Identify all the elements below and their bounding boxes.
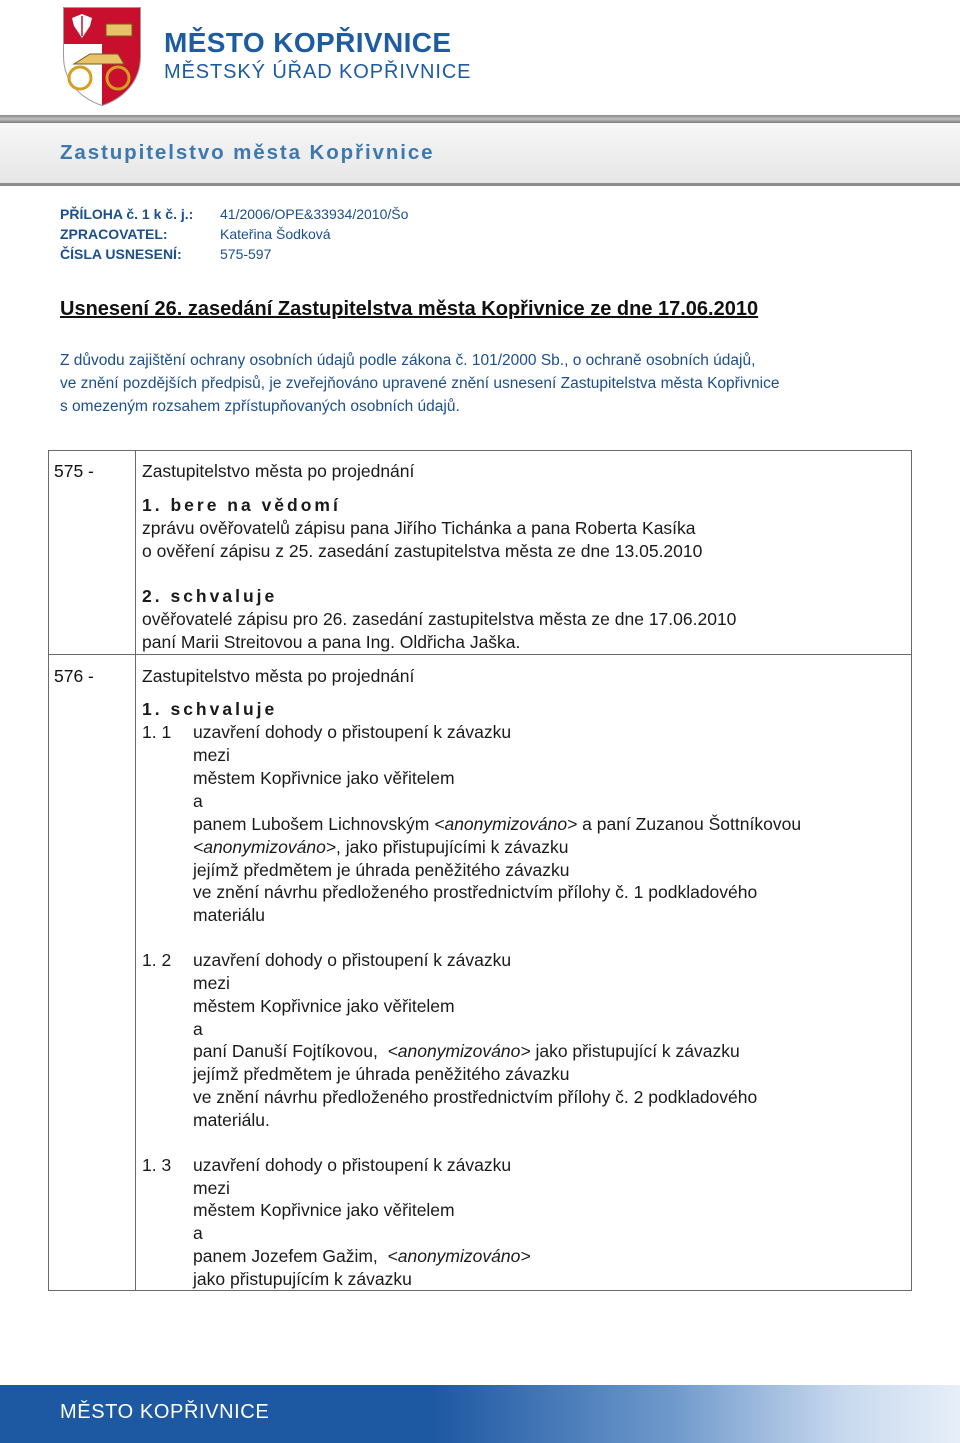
party-name: panem Jozefem Gažim, (193, 1246, 378, 1266)
resolution-text: uzavření dohody o přistoupení k závazku (193, 950, 512, 970)
anonymized-tag: <anonymizováno> (387, 1041, 531, 1061)
resolution-text: jejímž předmětem je úhrada peněžitého závazku (193, 1064, 570, 1084)
meta-value-author: Kateřina Šodková (220, 226, 331, 242)
resolution-text: materiálu (193, 905, 265, 925)
resolution-text: jejímž předmětem je úhrada peněžitého závazku (193, 860, 570, 880)
table-column-divider (135, 450, 136, 1291)
party-role: , jako přistupujícími k závazku (336, 837, 569, 857)
resolution-text: ve znění návrhu předloženého prostřednictvím přílohy č. 2 podkladového (193, 1087, 758, 1107)
notice-line: s omezeným rozsahem zpřístupňovaných osobních údajů. (60, 398, 460, 415)
party-name: panem Lubošem Lichnovským (193, 814, 430, 834)
notice-line: ve znění pozdějších předpisů, je zveřejňováno upravené znění usnesení Zastupitelstva města Kopřivnice (60, 375, 780, 392)
party-name: paní Danuší Fojtíkovou, (193, 1041, 378, 1061)
meta-value-attachment: 41/2006/OPE&33934/2010/Šo (220, 206, 409, 222)
resolution-text: materiálu. (193, 1110, 270, 1130)
sub-item-number: 1. 3 (142, 1155, 172, 1175)
resolution-number-576: 576 - (54, 666, 94, 686)
anonymized-tag: <anonymizováno> (193, 837, 337, 857)
resolution-text: ve znění návrhu předloženého prostřednictvím přílohy č. 1 podkladového (193, 882, 758, 902)
city-name: MĚSTO KOPŘIVNICE (164, 27, 452, 58)
resolution-text: uzavření dohody o přistoupení k závazku (193, 1155, 512, 1175)
resolution-text: a (193, 791, 203, 811)
sub-item-number: 1. 1 (142, 722, 172, 742)
office-name: MĚSTSKÝ ÚŘAD KOPŘIVNICE (164, 61, 472, 83)
anonymized-tag: <anonymizováno> (387, 1246, 531, 1266)
city-coat-of-arms-logo (60, 4, 144, 108)
meta-value-resolution-numbers: 575-597 (220, 246, 272, 262)
resolution-intro: Zastupitelstvo města po projednání (142, 461, 415, 481)
resolution-text (193, 814, 801, 835)
resolution-text: o ověření zápisu z 25. zasedání zastupitelstva města ze dne 13.05.2010 (142, 541, 703, 561)
council-title: Zastupitelstvo města Kopřivnice (60, 141, 435, 164)
header-divider (0, 115, 960, 123)
party-name: a paní Zuzanou Šottníkovou (582, 814, 802, 834)
sub-item-number: 1. 2 (142, 950, 172, 970)
resolution-text (193, 837, 568, 858)
resolution-text: uzavření dohody o přistoupení k závazku (193, 722, 512, 742)
resolution-intro: Zastupitelstvo města po projednání (142, 666, 415, 686)
footer-city-name: MĚSTO KOPŘIVNICE (60, 1401, 270, 1423)
meta-label-author: ZPRACOVATEL: (60, 226, 168, 242)
table-row-divider (48, 654, 912, 655)
resolution-text: mezi (193, 745, 230, 765)
anonymized-tag: <anonymizováno> (434, 814, 578, 834)
resolution-text: zprávu ověřovatelů zápisu pana Jiřího Tichánka a pana Roberta Kasíka (142, 518, 696, 538)
resolution-text (193, 1041, 740, 1062)
resolution-text: mezi (193, 973, 230, 993)
resolution-title: Usnesení 26. zasedání Zastupitelstva města Kopřivnice ze dne 17.06.2010 (60, 298, 759, 320)
resolution-text: jako přistupujícím k závazku (193, 1269, 412, 1289)
resolution-text: a (193, 1019, 203, 1039)
resolution-point-heading: 1. bere na vědomí (142, 495, 341, 515)
resolution-text: a (193, 1223, 203, 1243)
resolution-text: městem Kopřivnice jako věřitelem (193, 1200, 455, 1220)
resolution-text (193, 1246, 531, 1267)
resolution-text: městem Kopřivnice jako věřitelem (193, 996, 455, 1016)
party-role: jako přistupující k závazku (535, 1041, 740, 1061)
resolution-text: ověřovatelé zápisu pro 26. zasedání zastupitelstva města ze dne 17.06.2010 (142, 609, 737, 629)
resolution-text: mezi (193, 1178, 230, 1198)
resolution-point-heading: 2. schvaluje (142, 586, 278, 606)
resolution-text: paní Marii Streitovou a pana Ing. Oldřicha Jaška. (142, 632, 521, 652)
resolution-text: městem Kopřivnice jako věřitelem (193, 768, 455, 788)
meta-label-attachment: PŘÍLOHA č. 1 k č. j.: (60, 206, 194, 222)
resolution-number-575: 575 - (54, 461, 94, 481)
meta-label-resolution-numbers: ČÍSLA USNESENÍ: (60, 246, 182, 262)
notice-line: Z důvodu zajištění ochrany osobních údajů podle zákona č. 101/2000 Sb., o ochraně osobních údajů, (60, 352, 756, 369)
resolution-point-heading: 1. schvaluje (142, 699, 278, 719)
